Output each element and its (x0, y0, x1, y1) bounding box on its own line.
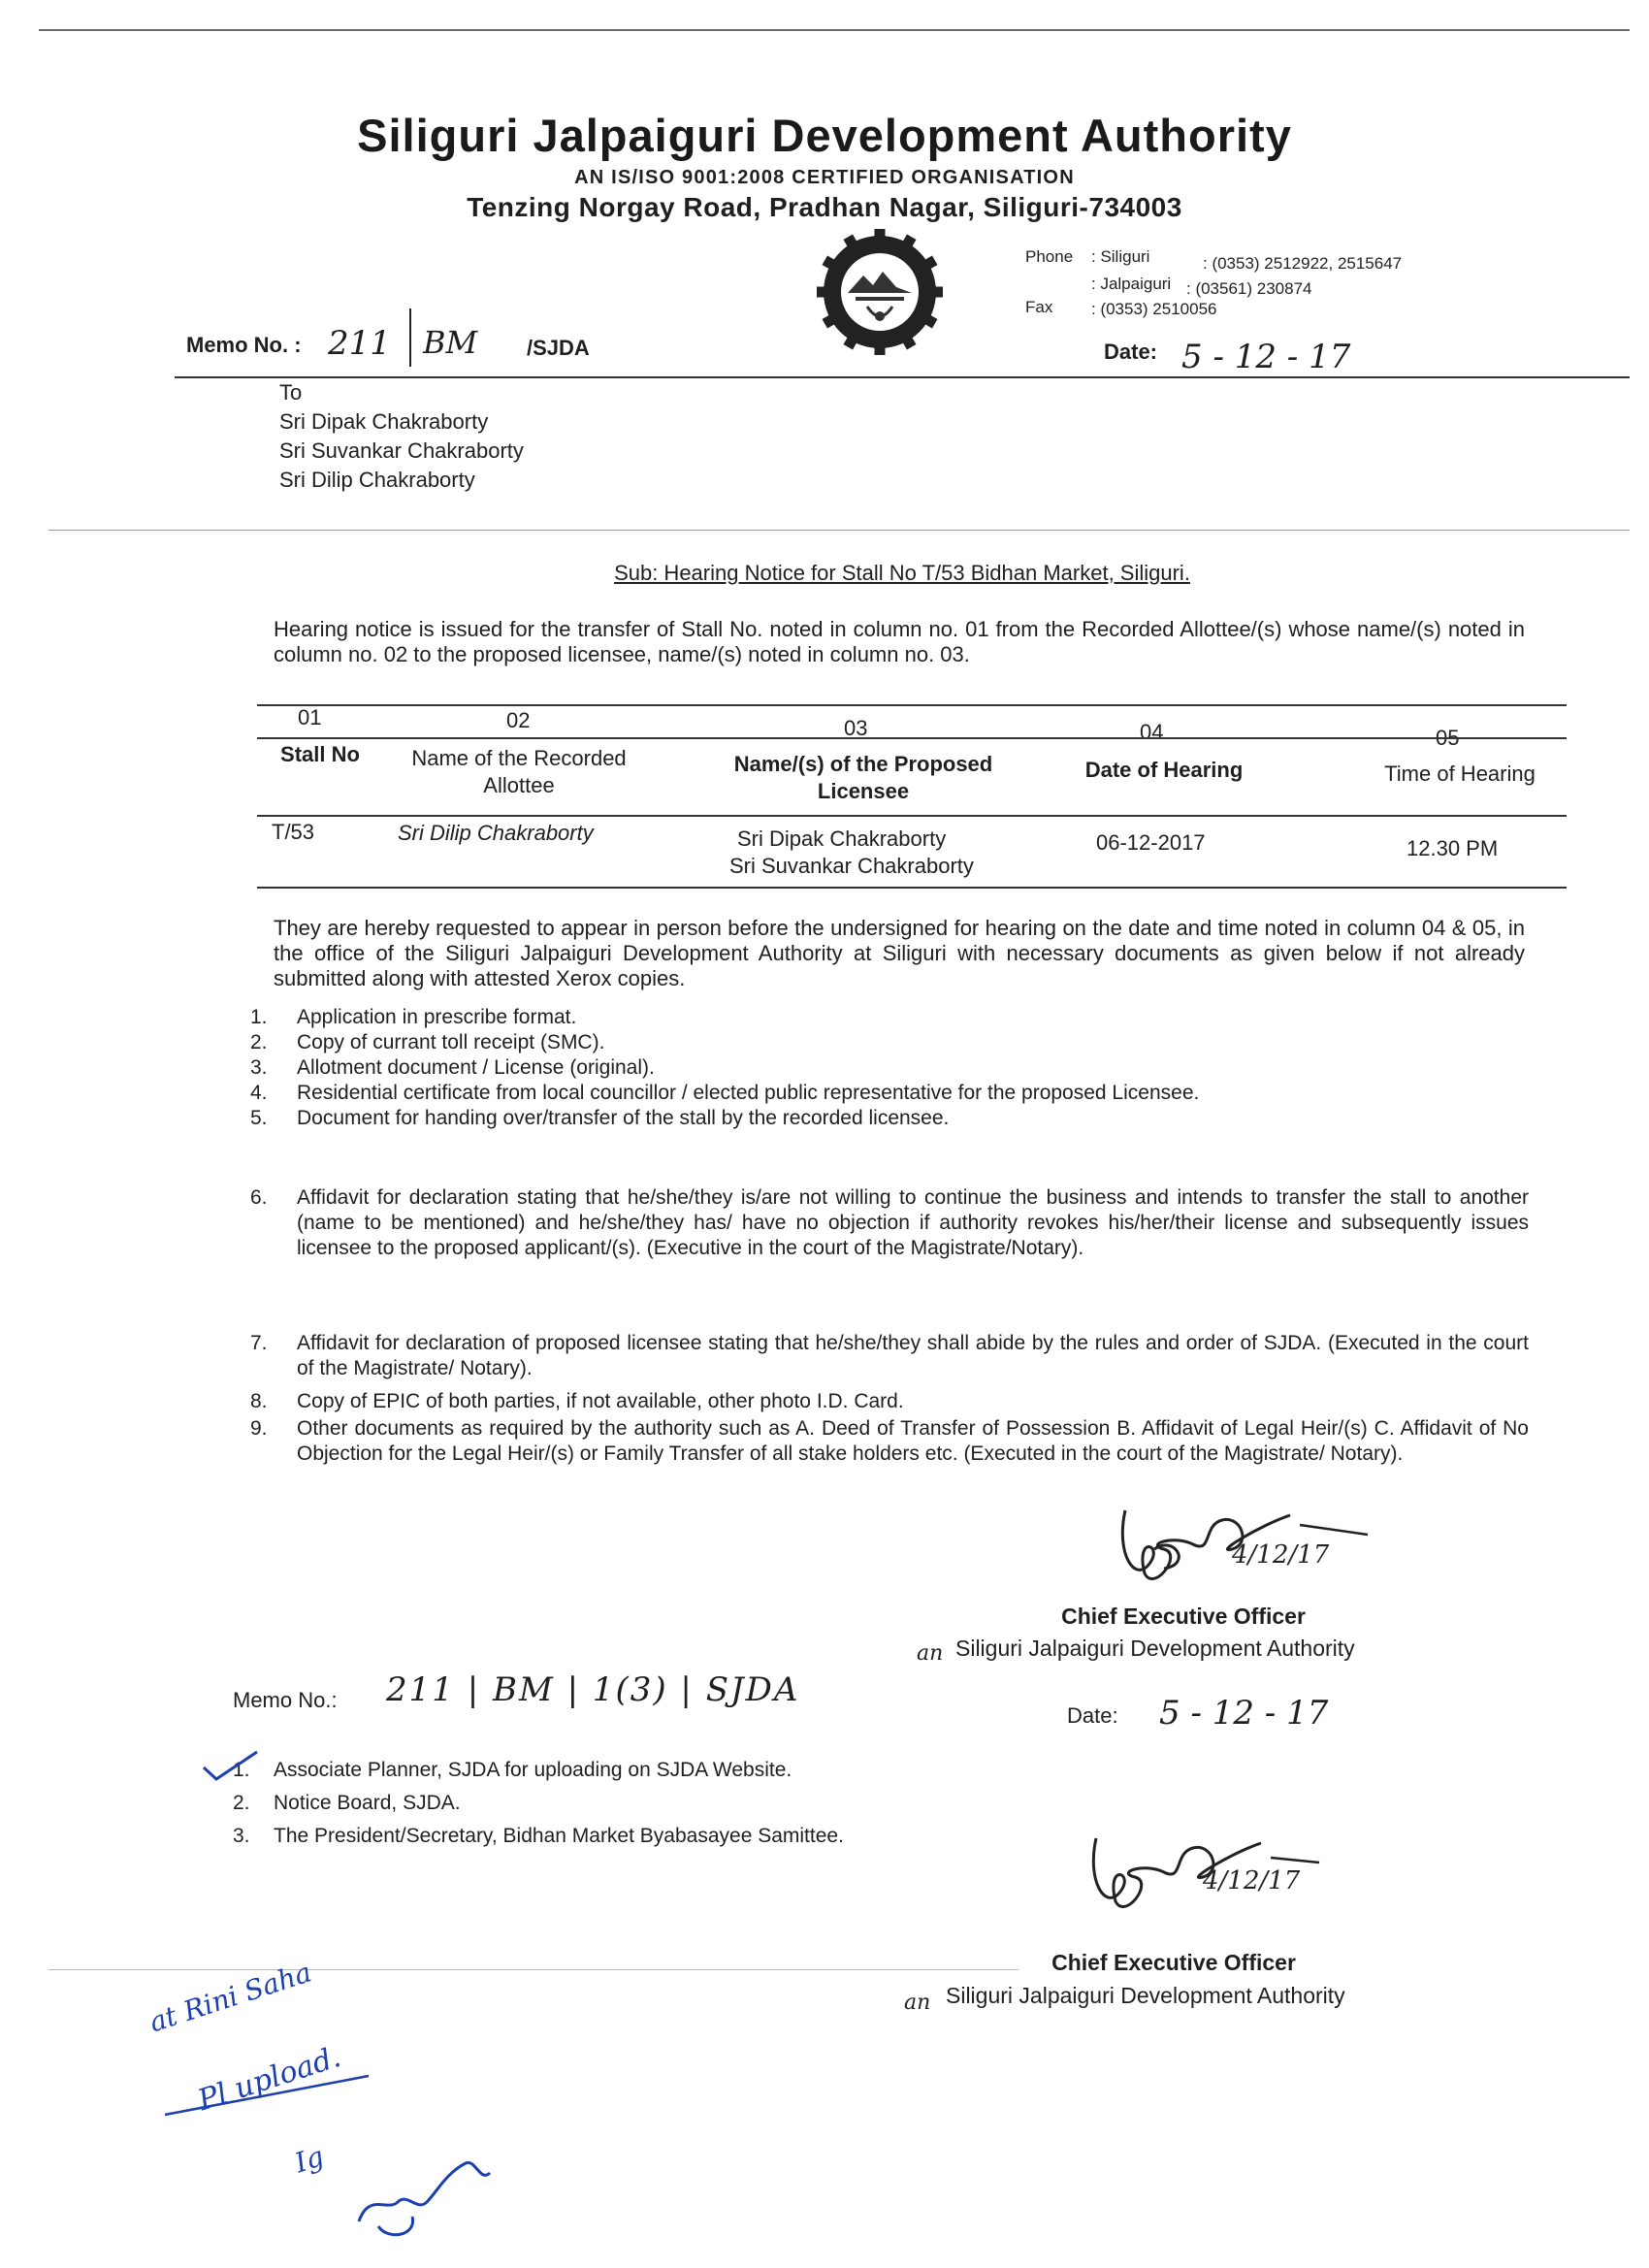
column-number: 03 (844, 716, 868, 740)
copy-date-label: Date: (1067, 1703, 1118, 1728)
memo-number: 211 (328, 324, 391, 363)
list-item: 5. Document for handing over/transfer of the stall by the recorded licensee. (250, 1107, 950, 1129)
table-cell-licensee: Sri Suvankar Chakraborty (729, 854, 974, 878)
certification: AN IS/ISO 9001:2008 CERTIFIED ORGANISATION (574, 167, 1075, 188)
document-list (250, 1005, 1531, 1131)
column-number: 01 (298, 705, 322, 729)
ceo-org: Siliguri Jalpaiguri Development Authority (946, 1983, 1345, 2008)
table-cell-allottee: Sri Dilip Chakraborty (398, 821, 594, 845)
recipient: Sri Dipak Chakraborty (279, 409, 489, 434)
on-behalf-mark: an (917, 1641, 944, 1666)
copy-memo-value: 211 | BM | 1(3) | SJDA (386, 1670, 800, 1709)
handwritten-note-line: Ig (291, 2140, 328, 2180)
divider (48, 1969, 1018, 1970)
tick-mark-icon (199, 1746, 267, 1785)
siliguri-number: : (0353) 2512922, 2515647 (1203, 254, 1403, 273)
ceo-title: Chief Executive Officer (1061, 1604, 1306, 1629)
list-item: 1. Application in prescribe format. (250, 1006, 577, 1028)
intro-paragraph: Hearing notice is issued for the transfer of Stall No. noted in column no. 01 from the Recorded Allottee/(s) whose name/(s) noted in column no. 02 to the proposed licensee, name/(s) noted in column no. 03. (274, 617, 1525, 666)
list-item: 1. Associate Planner, SJDA for uploading on SJDA Website. (233, 1759, 792, 1781)
recipient: Sri Dilip Chakraborty (279, 468, 475, 492)
table-cell-time: 12.30 PM (1406, 836, 1499, 860)
column-number: 05 (1436, 726, 1460, 750)
date-value: 5 - 12 - 17 (1181, 338, 1351, 376)
table-number-rule (257, 737, 1567, 739)
to-label: To (279, 380, 303, 405)
list-item: 2. Copy of currant toll receipt (SMC). (250, 1031, 605, 1053)
divider (48, 530, 1630, 531)
ceo-title: Chief Executive Officer (1051, 1950, 1296, 1975)
handwritten-note-line: at Rini Saha (146, 1956, 316, 2039)
list-item: 4. Residential certificate from local councillor / elected public representative for the proposed Licensee. (250, 1082, 1200, 1104)
table-top-rule (257, 704, 1567, 706)
top-border (39, 29, 1630, 31)
recipient: Sri Suvankar Chakraborty (279, 438, 524, 463)
table-bottom-rule (257, 887, 1567, 889)
memo-suffix: /SJDA (527, 336, 590, 360)
date-label: Date: (1104, 340, 1158, 364)
list-item: 8. Copy of EPIC of both parties, if not available, other photo I.D. Card. (250, 1390, 904, 1412)
ceo-org: Siliguri Jalpaiguri Development Authority (955, 1636, 1355, 1661)
list-item: 7. Affidavit for declaration of proposed licensee stating that he/she/they shall abide by the rules and order of SJDA. (Executed in the court of the Magistrate/ Notary). (250, 1332, 1529, 1379)
column-header: Stall No (280, 742, 360, 766)
siliguri-label: : Siliguri (1091, 247, 1150, 266)
list-item: 6. Affidavit for declaration stating that he/she/they is/are not willing to continue the business and intends to transfer the stall to another (name to be mentioned) and he/she/they has/ have no objection if authority revokes his/her/their license and subsequently issues licensee to the proposed applicant/(s). (Executive in the court of the Magistrate/Notary). (250, 1186, 1529, 1259)
list-item: 2. Notice Board, SJDA. (233, 1792, 461, 1814)
org-name: Siliguri Jalpaiguri Development Authority (357, 110, 1292, 161)
jalpaiguri-label: : Jalpaiguri (1091, 275, 1172, 293)
phone-label: Phone (1025, 247, 1074, 266)
handwritten-note-line: Pl upload. (194, 2039, 345, 2119)
list-item: 3. The President/Secretary, Bidhan Market Byabasayee Samittee. (233, 1825, 844, 1847)
table-header-rule (257, 815, 1567, 817)
copy-memo-label: Memo No.: (233, 1688, 338, 1712)
memo-rule (175, 376, 1630, 378)
signature-date: 4/12/17 (1203, 1866, 1301, 1895)
list-item: 9. Other documents as required by the authority such as A. Deed of Transfer of Possession B. Affidavit of Legal Heir/(s) C. Affidavit of No Objection for the Legal Heir/(s) or Family Transfer of all stake holders etc. (Executed in the court of the Magistrate/ Notary). (250, 1417, 1529, 1465)
subject: Sub: Hearing Notice for Stall No T/53 Bidhan Market, Siliguri. (614, 561, 1190, 585)
sjda-seal-icon (817, 229, 943, 355)
fax-number: : (0353) 2510056 (1091, 300, 1217, 318)
table-cell-licensee: Sri Dipak Chakraborty (737, 826, 947, 851)
fax-label: Fax (1025, 298, 1053, 316)
column-header: Time of Hearing (1384, 761, 1536, 786)
signature-date: 4/12/17 (1232, 1540, 1330, 1570)
table-cell-stall: T/53 (272, 820, 315, 844)
copy-date-value: 5 - 12 - 17 (1159, 1694, 1329, 1733)
memo-separator (409, 308, 411, 367)
memo-label: Memo No. : (186, 333, 302, 357)
column-header: Name of the Recorded Allottee (411, 746, 627, 797)
jalpaiguri-number: : (03561) 230874 (1186, 279, 1312, 298)
list-item: 3. Allotment document / License (original). (250, 1056, 655, 1079)
column-header: Date of Hearing (1084, 758, 1244, 782)
handwritten-signature (155, 2057, 504, 2251)
column-number: 04 (1140, 720, 1164, 744)
column-number: 02 (506, 708, 531, 732)
address: Tenzing Norgay Road, Pradhan Nagar, Siliguri-734003 (467, 192, 1182, 222)
memo-code: BM (423, 324, 478, 361)
on-behalf-mark: an (904, 1991, 931, 2015)
table-cell-date: 06-12-2017 (1096, 830, 1206, 855)
column-header: Name/(s) of the Proposed Licensee (733, 752, 993, 803)
request-paragraph: They are hereby requested to appear in person before the undersigned for hearing on the date and time noted in column 04 & 05, in the office of the Siliguri Jalpaiguri Development Authority at Siliguri with necessary documents as given below if not already submitted along with attested Xerox copies. (274, 916, 1525, 990)
